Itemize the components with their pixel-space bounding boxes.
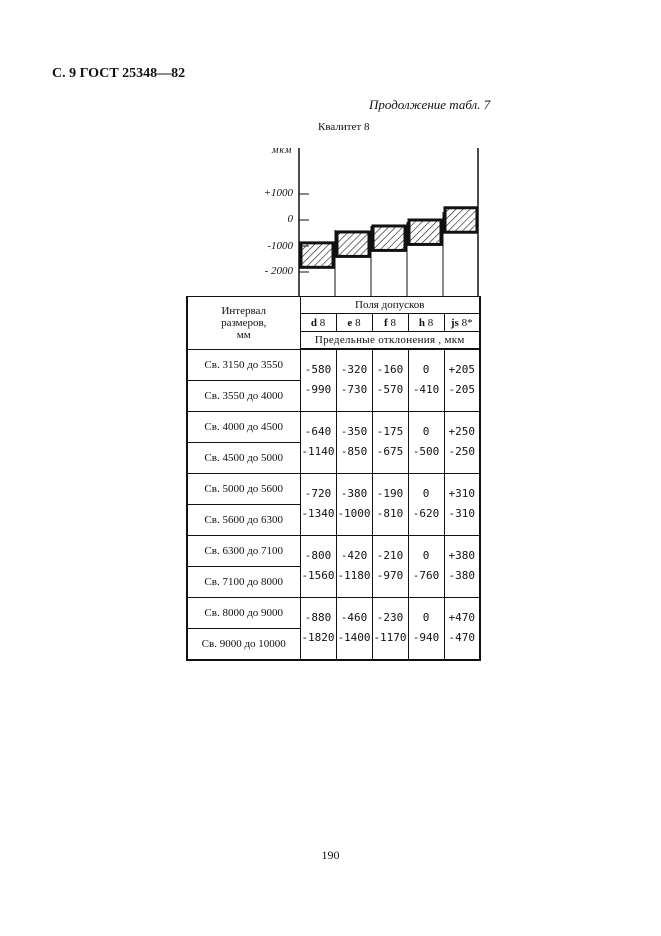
col-header-e8: e 8 — [336, 314, 372, 332]
upper-deviation: -460 — [340, 611, 368, 624]
lower-deviation: -500 — [412, 445, 440, 458]
fields-header: Поля допусков — [300, 297, 480, 314]
page-number: 190 — [321, 848, 340, 862]
tolerance-band-js — [445, 208, 477, 232]
deviation-cell — [444, 349, 480, 411]
deviation-cell — [444, 535, 480, 597]
tolerance-band-d — [301, 243, 333, 267]
col-header-f8: f 8 — [372, 314, 408, 332]
upper-deviation: -175 — [376, 425, 404, 438]
lower-deviation: -620 — [412, 507, 440, 520]
deviation-cell — [372, 349, 408, 411]
upper-deviation: -720 — [304, 487, 332, 500]
lower-deviation: -570 — [376, 383, 404, 397]
lower-deviation: -760 — [412, 569, 440, 582]
upper-deviation: +380 — [448, 549, 475, 562]
upper-deviation: -160 — [376, 363, 404, 377]
document-header: С. 9 ГОСТ 25348—82 — [52, 66, 186, 81]
tolerance-table — [186, 296, 481, 661]
tick-label-zero: 0 — [287, 213, 293, 225]
interval-cell: Св. 4000 до 4500 — [187, 411, 300, 442]
lower-deviation: -810 — [376, 507, 404, 520]
lower-deviation: -970 — [376, 569, 404, 582]
upper-deviation: 0 — [422, 363, 430, 377]
deviation-cell — [300, 597, 336, 660]
kvalitet-label: Квалитет 8 — [318, 121, 370, 133]
deviation-cell — [300, 473, 336, 535]
deviation-cell — [408, 473, 444, 535]
tick-label-plus1000: +1000 — [263, 187, 293, 199]
interval-cell: Св. 9000 до 10000 — [187, 628, 300, 660]
deviation-cell — [444, 473, 480, 535]
table-row — [187, 411, 480, 442]
lower-deviation: -730 — [340, 383, 368, 397]
interval-header-line3: мм — [236, 328, 251, 341]
deviation-cell — [336, 535, 372, 597]
tolerance-band-f — [373, 226, 405, 250]
lower-deviation: -205 — [448, 383, 475, 397]
interval-cell: Св. 3550 до 4000 — [187, 380, 300, 411]
lower-deviation: -380 — [448, 569, 475, 582]
deviation-cell — [408, 349, 444, 411]
lower-deviation: -1560 — [301, 569, 335, 582]
tolerance-table-body — [187, 349, 480, 660]
upper-deviation: 0 — [422, 487, 430, 500]
tick-label-minus2000: - 2000 — [264, 265, 293, 277]
tolerance-bands — [301, 208, 477, 268]
interval-cell: Св. 5600 до 6300 — [187, 504, 300, 535]
lower-deviation: -1180 — [337, 569, 371, 582]
interval-header — [187, 297, 300, 350]
deviation-cell — [372, 411, 408, 473]
deviation-cell — [300, 411, 336, 473]
upper-deviation: -320 — [340, 363, 368, 377]
lower-deviation: -675 — [376, 445, 404, 458]
table-row — [187, 535, 480, 566]
lower-deviation: -1140 — [301, 445, 335, 458]
upper-deviation: +250 — [448, 425, 475, 438]
deviation-cell — [336, 349, 372, 411]
deviation-cell — [408, 535, 444, 597]
lower-deviation: -470 — [448, 631, 475, 644]
interval-cell: Св. 7100 до 8000 — [187, 566, 300, 597]
upper-deviation: +310 — [448, 487, 475, 500]
interval-cell: Св. 5000 до 5600 — [187, 473, 300, 504]
deviation-cell — [336, 473, 372, 535]
tick-label-minus1000: -1000 — [267, 240, 293, 252]
interval-cell: Св. 4500 до 5000 — [187, 442, 300, 473]
upper-deviation: 0 — [422, 425, 430, 438]
col-header-js8: js 8* — [444, 314, 480, 332]
upper-deviation: +470 — [448, 611, 475, 624]
col-header-h8: h 8 — [408, 314, 444, 332]
upper-deviation: 0 — [422, 549, 430, 562]
upper-deviation: -380 — [340, 487, 368, 500]
interval-cell: Св. 8000 до 9000 — [187, 597, 300, 628]
col-header-d8: d 8 — [300, 314, 336, 332]
tolerance-band-h — [409, 220, 441, 244]
interval-cell: Св. 6300 до 7100 — [187, 535, 300, 566]
upper-deviation: -800 — [304, 549, 332, 562]
table-row — [187, 349, 480, 380]
unit-label: мкм — [272, 145, 293, 156]
table-continuation-label: Продолжение табл. 7 — [369, 97, 491, 112]
deviation-cell — [372, 597, 408, 660]
lower-deviation: -940 — [412, 631, 440, 644]
lower-deviation: -250 — [448, 445, 475, 458]
lower-deviation: -990 — [304, 383, 332, 397]
deviation-header: Предельные отклонения , мкм — [300, 332, 480, 350]
lower-deviation: -1820 — [301, 631, 335, 644]
upper-deviation: -230 — [376, 611, 404, 624]
lower-deviation: -1170 — [373, 631, 407, 644]
upper-deviation: -580 — [304, 363, 332, 377]
interval-cell: Св. 3150 до 3550 — [187, 349, 300, 380]
interval-header-line1: Интервал — [221, 304, 267, 317]
upper-deviation: -190 — [376, 487, 404, 500]
deviation-cell — [408, 597, 444, 660]
lower-deviation: -1400 — [337, 631, 371, 644]
table-row — [187, 473, 480, 504]
deviation-cell — [372, 535, 408, 597]
upper-deviation: +205 — [448, 363, 475, 377]
tolerance-band-e — [337, 232, 369, 256]
upper-deviation: -210 — [376, 549, 404, 562]
deviation-cell — [444, 597, 480, 660]
deviation-cell — [300, 349, 336, 411]
upper-deviation: -640 — [304, 425, 332, 438]
deviation-cell — [372, 473, 408, 535]
deviation-cell — [444, 411, 480, 473]
table-row — [187, 597, 480, 628]
upper-deviation: -350 — [340, 425, 368, 438]
deviation-cell — [336, 411, 372, 473]
lower-deviation: -310 — [448, 507, 475, 520]
deviation-cell — [336, 597, 372, 660]
deviation-cell — [408, 411, 444, 473]
upper-deviation: -880 — [304, 611, 332, 624]
interval-header-line2: размеров, — [221, 316, 267, 329]
lower-deviation: -850 — [340, 445, 368, 458]
upper-deviation: 0 — [422, 611, 430, 624]
lower-deviation: -1340 — [301, 507, 335, 520]
upper-deviation: -420 — [340, 549, 368, 562]
lower-deviation: -410 — [412, 383, 440, 397]
lower-deviation: -1000 — [337, 507, 371, 520]
deviation-cell — [300, 535, 336, 597]
